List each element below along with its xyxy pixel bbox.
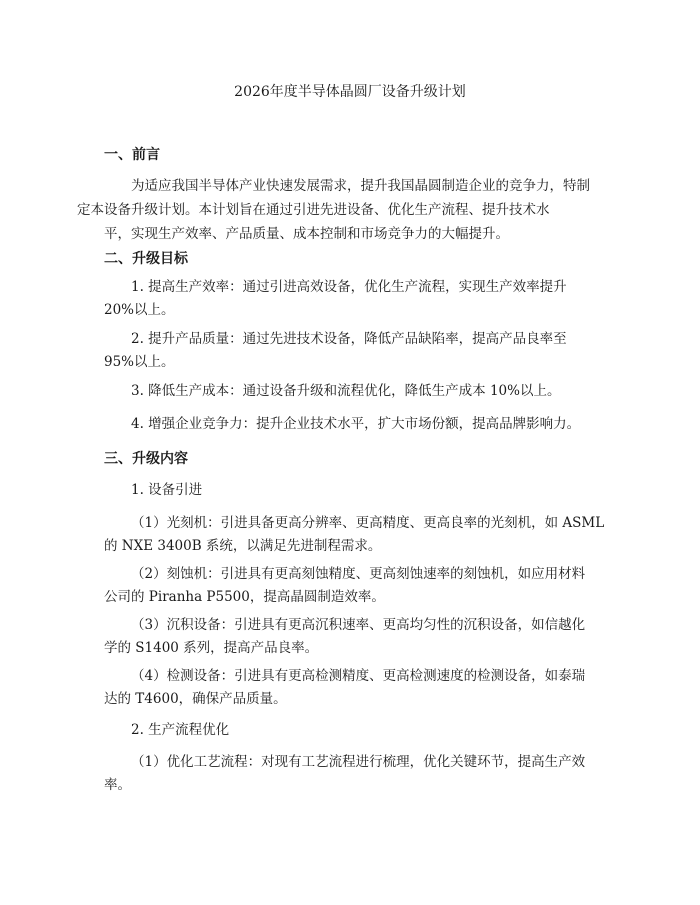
equipment-item xyxy=(104,614,604,660)
preface-paragraph xyxy=(77,174,604,246)
preface-line: 平，实现生产效率、产品质量、成本控制和市场竞争力的大幅提升。 xyxy=(104,226,509,242)
equipment-line: （4）检测设备：引进具有更高检测精度、更高检测速度的检测设备，如泰瑞 xyxy=(131,668,586,684)
equipment-item xyxy=(104,563,604,609)
goal-line: 20%以上。 xyxy=(104,302,175,318)
goal-line: 95%以上。 xyxy=(104,354,175,370)
process-item xyxy=(104,751,604,797)
goal-line: 4. 增强企业竞争力：提升企业技术水平，扩大市场份额，提高品牌影响力。 xyxy=(131,416,581,432)
process-line: （1）优化工艺流程：对现有工艺流程进行梳理，优化关键环节，提高生产效 xyxy=(131,754,586,770)
section-heading-preface: 一、前言 xyxy=(104,147,160,163)
goal-item xyxy=(104,413,604,436)
preface-line: 为适应我国半导体产业快速发展需求，提升我国晶圆制造企业的竞争力，特制 xyxy=(131,178,590,194)
subsection-process: 2. 生产流程优化 xyxy=(131,722,230,738)
equipment-line: 的 NXE 3400B 系统，以满足先进制程需求。 xyxy=(104,538,382,554)
section-heading-goals: 二、升级目标 xyxy=(104,251,188,267)
equipment-item xyxy=(104,512,604,558)
equipment-item xyxy=(104,665,604,711)
subsection-equipment: 1. 设备引进 xyxy=(131,482,203,498)
equipment-line: 学的 S1400 系列，提高产品良率。 xyxy=(104,640,319,656)
goal-line: 1. 提高生产效率：通过引进高效设备，优化生产流程，实现生产效率提升 xyxy=(131,279,567,295)
goal-line: 3. 降低生产成本：通过设备升级和流程优化，降低生产成本 10%以上。 xyxy=(131,383,561,399)
equipment-line: 达的 T4600，确保产品质量。 xyxy=(104,691,287,707)
preface-line: 定本设备升级计划。本计划旨在通过引进先进设备、优化生产流程、提升技术水 xyxy=(77,202,550,218)
goal-item xyxy=(104,328,604,374)
document-title: 2026年度半导体晶圆厂设备升级计划 xyxy=(234,84,466,100)
equipment-line: 公司的 Piranha P5500，提高晶圆制造效率。 xyxy=(104,589,385,605)
equipment-line: （2）刻蚀机：引进具有更高刻蚀精度、更高刻蚀速率的刻蚀机，如应用材料 xyxy=(131,566,586,582)
equipment-line: （3）沉积设备：引进具有更高沉积速率、更高均匀性的沉积设备，如信越化 xyxy=(131,617,586,633)
goal-item xyxy=(104,276,604,322)
equipment-line: （1）光刻机：引进具备更高分辨率、更高精度、更高良率的光刻机，如 ASML xyxy=(131,515,605,531)
section-heading-content: 三、升级内容 xyxy=(104,451,188,467)
goal-item xyxy=(104,380,604,403)
goal-line: 2. 提升产品质量：通过先进技术设备，降低产品缺陷率，提高产品良率至 xyxy=(131,331,567,347)
process-line: 率。 xyxy=(104,777,131,793)
